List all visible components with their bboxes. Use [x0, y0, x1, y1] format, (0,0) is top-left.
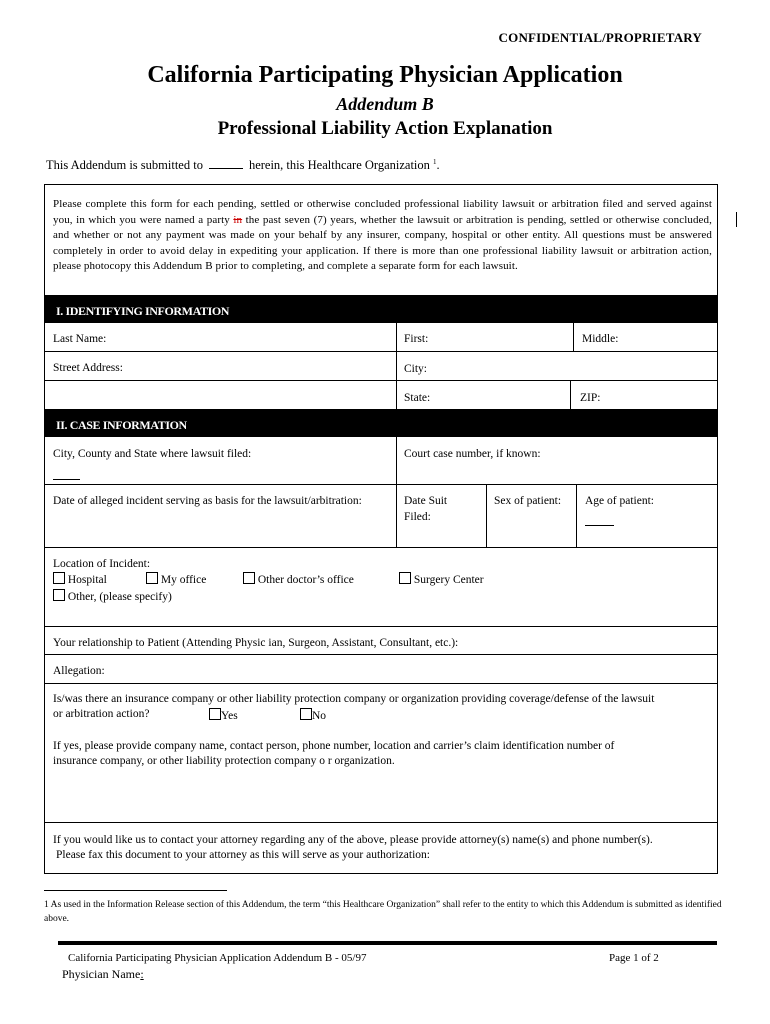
instructions-text — [53, 197, 712, 275]
submitted-suffix: herein, this Healthcare Organization — [248, 158, 430, 173]
row-divider — [44, 683, 718, 684]
physician-name-label: Physician Name — [62, 967, 141, 981]
submitted-prefix: This Addendum is submitted to — [46, 158, 203, 173]
document-subtitle: Professional Liability Action Explanation — [217, 118, 553, 139]
location-other-option[interactable] — [53, 589, 172, 603]
row-divider — [44, 626, 718, 627]
my-office-checkbox[interactable] — [146, 572, 158, 584]
state-field[interactable]: State: — [404, 392, 431, 404]
allegation-field[interactable]: Allegation: — [53, 665, 105, 677]
document-title: California Participating Physician Application — [147, 62, 623, 88]
page-number: Page 1 of 2 — [609, 952, 659, 964]
row-divider — [44, 822, 718, 823]
footnote-text: 1 As used in the Information Release section of this Addendum, the term “this Healthcare Organization” shall refer to the entity to which this Addendum is submitted as identified above. — [44, 900, 722, 924]
footer-document-id: California Participating Physician Application Addendum B - 05/97 — [68, 952, 367, 964]
hospital-label: Hospital — [67, 574, 107, 586]
age-blank[interactable] — [585, 525, 614, 526]
court-case-field[interactable]: Court case number, if known: — [404, 448, 541, 460]
instructions-part1: Please complete this form for each pending, settled or otherwise concluded professional liability lawsuit or arbitration filed and served against you, in which you were named a party — [53, 198, 712, 226]
my-office-label: My office — [160, 574, 207, 586]
insurance-question-line1: Is/was there an insurance company or other liability protection company or organization providing coverage/defense of the lawsuit — [53, 693, 655, 705]
row-divider — [44, 380, 718, 381]
street-address-field[interactable]: Street Address: — [53, 362, 123, 374]
middle-name-field[interactable]: Middle: — [582, 333, 619, 345]
attorney-line2[interactable]: Please fax this document to your attorney as this will serve as your authorization: — [56, 849, 430, 861]
instructions-part2: the past seven (7) years, whether the lawsuit or arbitration is pending, settled or otherwise concluded, and whether or not any payment was made on your behalf by any insurer, company, hospital or other entity. All questions must be answered completely in order to avoid delay in expediting your application. If there is more than one professional liability lawsuit or arbitration action, please photocopy this Addendum B prior to completing, and complete a separate form for each lawsuit. — [53, 213, 712, 273]
physician-name-colon: : — [140, 967, 144, 981]
text-cursor — [736, 212, 737, 227]
insurance-no-option[interactable] — [300, 708, 326, 722]
row-divider — [44, 351, 718, 352]
footnote-ref: 1 — [433, 158, 437, 166]
other-doctor-checkbox[interactable] — [243, 572, 255, 584]
insurance-yes-option[interactable] — [209, 708, 238, 722]
last-name-field[interactable]: Last Name: — [53, 333, 107, 345]
city-field[interactable]: City: — [404, 363, 428, 375]
physician-name-field[interactable] — [62, 967, 144, 982]
date-suit-label[interactable]: Date Suit — [404, 495, 448, 507]
other-doctor-label: Other doctor’s office — [257, 574, 354, 586]
location-label: Location of Incident: — [53, 558, 151, 570]
submitted-to-blank[interactable] — [209, 158, 243, 169]
footer-rule — [58, 941, 717, 945]
no-checkbox[interactable] — [300, 708, 312, 720]
date-suit-filed-label[interactable]: Filed: — [404, 511, 431, 523]
surgery-center-checkbox[interactable] — [399, 572, 411, 584]
column-divider — [570, 380, 571, 409]
column-divider — [573, 323, 574, 351]
addendum-label: Addendum B — [336, 94, 434, 114]
other-label: Other, (please specify) — [67, 591, 172, 603]
location-other-doctor-option[interactable] — [243, 572, 354, 586]
location-hospital-option[interactable] — [53, 572, 107, 586]
row-divider — [44, 484, 718, 485]
column-divider — [396, 437, 397, 547]
if-yes-line2[interactable]: insurance company, or other liability protection company o r organization. — [53, 755, 395, 767]
location-office-option[interactable] — [146, 572, 206, 586]
where-filed-blank[interactable] — [53, 479, 80, 480]
zip-field[interactable]: ZIP: — [580, 392, 601, 404]
if-yes-line1: If yes, please provide company name, contact person, phone number, location and carrier’s claim identification number of — [53, 740, 615, 752]
yes-checkbox[interactable] — [209, 708, 221, 720]
incident-date-field[interactable]: Date of alleged incident serving as basis for the lawsuit/arbitration: — [53, 495, 362, 507]
surgery-center-label: Surgery Center — [413, 574, 484, 586]
form-box — [44, 184, 718, 874]
where-filed-field[interactable]: City, County and State where lawsuit filed: — [53, 448, 252, 460]
insurance-question-line2: or arbitration action? — [53, 708, 150, 720]
column-divider — [486, 484, 487, 547]
column-divider — [576, 484, 577, 547]
hospital-checkbox[interactable] — [53, 572, 65, 584]
first-name-field[interactable]: First: — [404, 333, 429, 345]
footnote-divider — [44, 890, 227, 891]
other-checkbox[interactable] — [53, 589, 65, 601]
confidential-label: CONFIDENTIAL/PROPRIETARY — [498, 30, 702, 45]
section-case-header: II. CASE INFORMATION — [44, 409, 718, 437]
row-divider — [44, 547, 718, 548]
location-surgery-option[interactable] — [399, 572, 484, 586]
no-label: No — [312, 710, 327, 722]
submitted-to-line — [46, 158, 440, 173]
section-identifying-header: I. IDENTIFYING INFORMATION — [44, 295, 718, 323]
age-of-patient-field[interactable]: Age of patient: — [585, 495, 654, 507]
relationship-field[interactable]: Your relationship to Patient (Attending Physic ian, Surgeon, Assistant, Consultant, etc.): — [53, 637, 459, 649]
attorney-line1: If you would like us to contact your attorney regarding any of the above, please provide attorney(s) name(s) and phone number(s). — [53, 834, 653, 846]
row-divider — [44, 654, 718, 655]
period: . — [436, 158, 440, 173]
column-divider — [396, 323, 397, 409]
yes-label: Yes — [221, 710, 238, 722]
struck-word: in — [233, 213, 243, 226]
sex-of-patient-field[interactable]: Sex of patient: — [494, 495, 562, 507]
